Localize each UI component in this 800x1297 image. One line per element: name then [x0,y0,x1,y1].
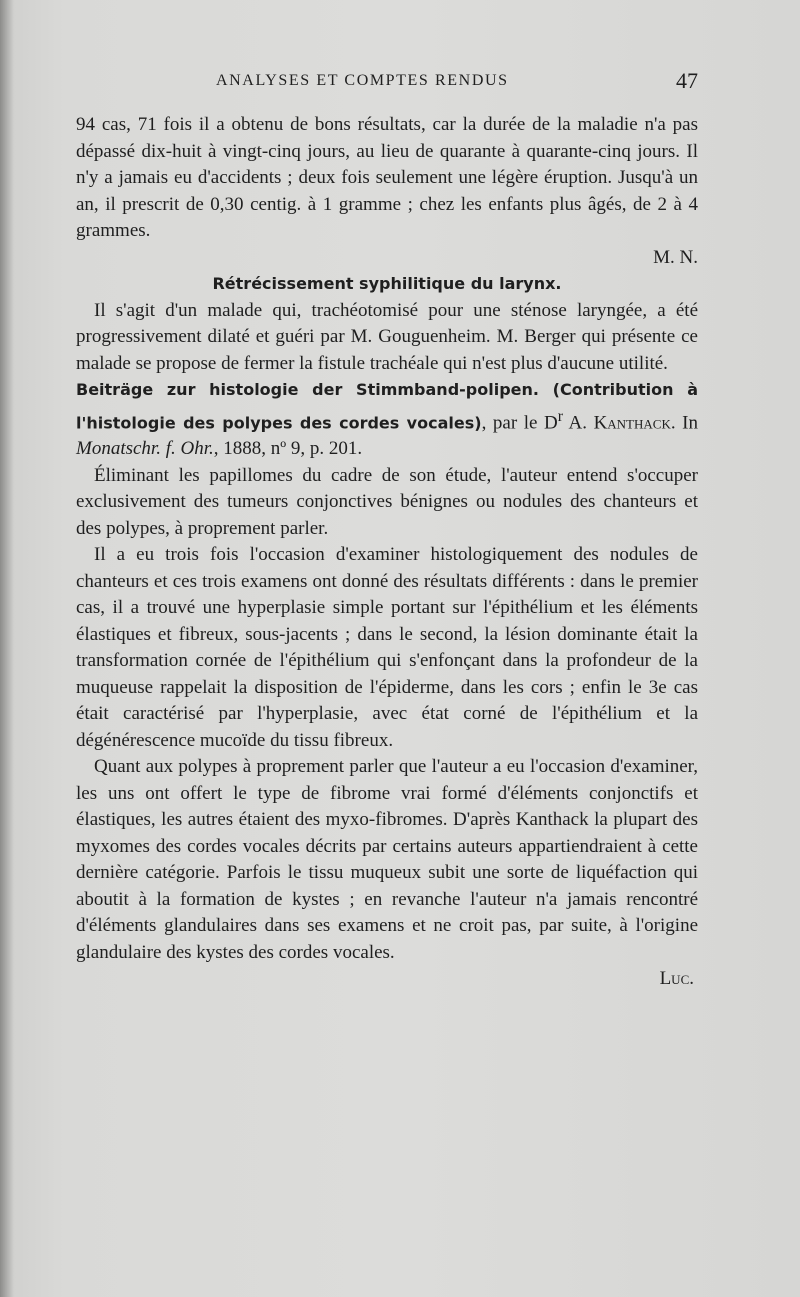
article-paragraph-2: Il a eu trois fois l'occasion d'examiner histologiquement des nodules de chanteurs et ces trois examens ont donné des résultats différents : dans le premier cas, il a trouvé une hyperplasie simple portant sur l'épithélium et les éléments élastiques et fibreux, sous-jacents ; dans le second, la lésion dominante était la transformation cornée de l'épithélium qui s'enfonçant dans la profondeur de la muqueuse rappelait la disposition de l'épiderme, dans les cors ; enfin le 3e cas était caractérisé par l'hyperplasie, avec état corné de l'épithélium et la dégénérescence mucoïde du tissu fibreux. [76,544,698,751]
page-content [76,112,698,993]
article-signature: Luc. [659,968,694,990]
article-title-sup: r [557,407,563,425]
article-paragraph-1: Éliminant les papillomes du cadre de son étude, l'auteur entend s'occuper exclusivement des tumeurs conjonctives bénignes ou nodules des chanteurs et des polypes, à proprement parler. [76,464,698,539]
article-author-initial: A. [563,411,594,433]
article-reference: , 1888, nº 9, p. 201. [213,438,363,460]
intro-signature: M. N. [653,246,698,268]
section-title-larynx: Rétrécissement syphilitique du larynx. [212,274,562,293]
section-larynx-paragraph: Il s'agit d'un malade qui, trachéotomisé pour une sténose laryngée, a été progressivement dilaté et guéri par M. Gouguenheim. M. Berger qui présente ce malade se propose de fermer la fistule trachéale qui n'est plus d'aucune utilité. [76,299,698,374]
page-header [76,68,698,100]
article-title: Beiträge zur histologie der Stimmband-polipen. (Contribution à l'histologie des polypes des cordes vocales) [76,380,698,432]
page-number: 47 [676,68,698,93]
article-by: , par le D [481,411,558,433]
article-journal: Monatschr. f. Ohr. [76,438,214,460]
page-binding-edge [0,0,14,1297]
article-heading [76,377,698,463]
running-title: ANALYSES ET COMPTES RENDUS [216,72,509,89]
article-paragraph-3: Quant aux polypes à proprement parler que l'auteur a eu l'occasion d'examiner, les uns ont offert le type de fibrome vrai formé d'éléments conjonctifs et élastiques, les autres étaient des myxo-fibromes. D'après Kanthack la plupart des myxomes des cordes vocales décrits par certains auteurs appartiendraient à cette dernière catégorie. Parfois le tissu muqueux subit une sorte de liquéfaction qui aboutit à la formation de kystes ; en revanche l'auteur n'a jamais rencontré d'éléments glandulaires dans ses examens et ne croit pas, par suite, à l'origine glandulaire des kystes des cordes vocales. [76,756,698,963]
intro-paragraph: 94 cas, 71 fois il a obtenu de bons résultats, car la durée de la maladie n'a pas dépassé dix-huit à vingt-cinq jours, au lieu de quarante à quarante-cinq jours. Il n'y a jamais eu d'accidents ; deux fois seulement une légère éruption. Jusqu'à un an, il prescrit de 0,30 centig. à 1 gramme ; chez les enfants plus âgés, de 2 à 4 grammes. [76,114,698,241]
article-author: Kanthack [593,411,671,433]
article-in: . In [670,411,698,433]
